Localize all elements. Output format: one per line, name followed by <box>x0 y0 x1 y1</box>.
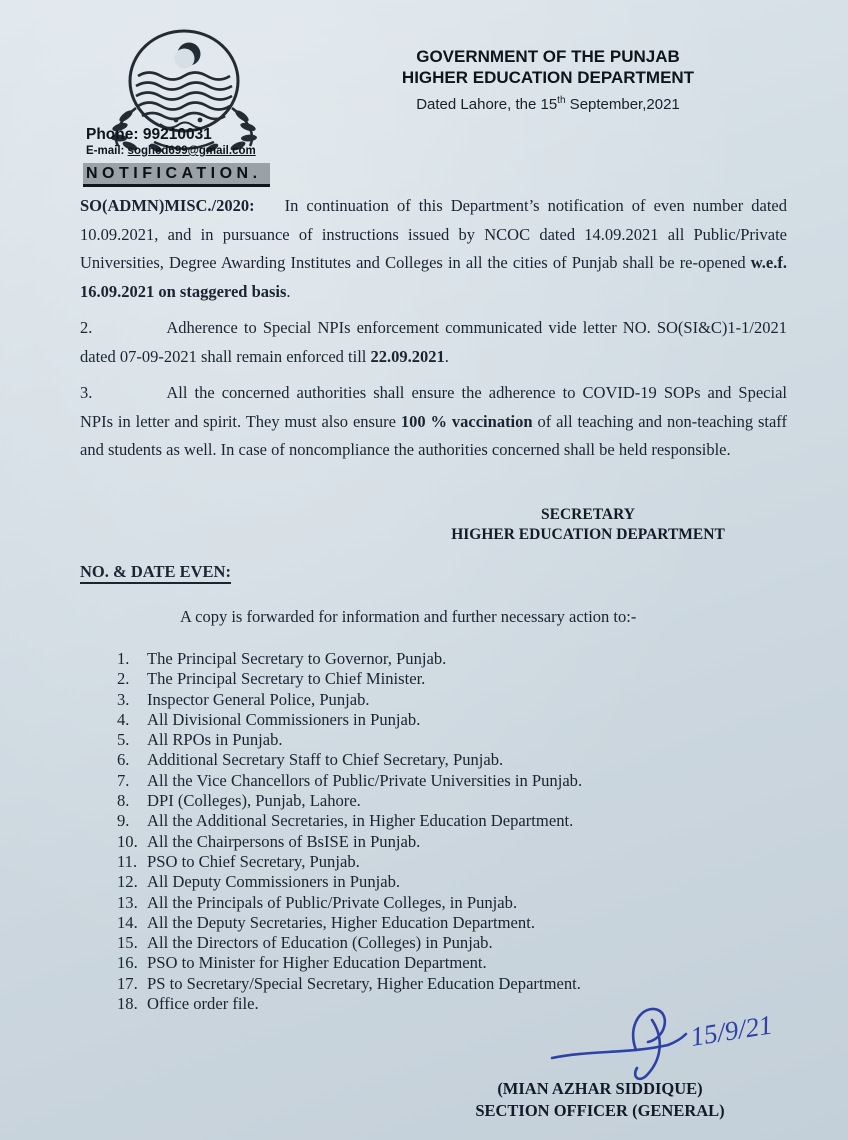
list-item <box>117 953 582 973</box>
signatory-department: HIGHER EDUCATION DEPARTMENT <box>451 525 725 543</box>
paragraph-number: 3. <box>80 383 93 402</box>
list-item <box>117 750 582 770</box>
list-item-text: PSO to Chief Secretary, Punjab. <box>147 851 360 871</box>
list-item <box>117 690 582 710</box>
list-item-number: 13. <box>117 892 138 912</box>
list-item-number: 18. <box>117 994 138 1014</box>
email-address: soghed699@gmail.com <box>127 145 256 157</box>
list-item-text: Additional Secretary Staff to Chief Secretary, Punjab. <box>147 750 504 770</box>
list-item-text: PS to Secretary/Special Secretary, Higher Education Department. <box>147 973 581 993</box>
list-item-number: 16. <box>117 953 138 973</box>
crescent-icon <box>175 43 201 69</box>
list-item <box>117 771 582 791</box>
notification-paragraph-3: 3. All the concerned authorities shall ensure the adherence to COVID-19 SOPs and Special NPIs in letter and spirit. They must also ensure 100 % vaccination of all teaching and non-teaching staff and students as well. In case of noncompliance the authorities concerned shall be held responsible. <box>80 383 787 459</box>
list-item-text: Office order file. <box>147 994 259 1014</box>
list-item-text: All the Deputy Secretaries, Higher Education Department. <box>147 912 535 932</box>
list-item-number: 14. <box>117 912 138 932</box>
paragraph-number: 2. <box>80 318 93 337</box>
list-item-text: The Principal Secretary to Governor, Punjab. <box>147 649 447 668</box>
list-item <box>117 893 582 913</box>
list-item-text: All the Chairpersons of BsISE in Punjab. <box>147 831 421 851</box>
list-item-text: All Divisional Commissioners in Punjab. <box>147 709 421 729</box>
no-date-even-heading: NO. & DATE EVEN: <box>80 562 231 582</box>
list-item-text: PSO to Minister for Higher Education Department. <box>147 953 487 973</box>
list-item <box>117 872 582 892</box>
signatory-block <box>376 505 800 544</box>
signatory-title: SECRETARY <box>541 506 635 523</box>
list-item-number: 10. <box>117 831 138 851</box>
list-item-text: Inspector General Police, Punjab. <box>147 689 370 709</box>
list-item-number: 9. <box>117 811 130 831</box>
email-line: E-mail: soghed699@gmail.com <box>86 145 256 157</box>
handwritten-signature <box>540 998 820 1091</box>
reference-number: SO(ADMN)MISC./2020: <box>80 196 255 215</box>
list-item-text: All the Principals of Public/Private Colleges, in Punjab. <box>147 892 518 912</box>
list-item-number: 7. <box>117 770 130 790</box>
list-item-text: All RPOs in Punjab. <box>147 730 283 750</box>
signer-name: (MIAN AZHAR SIDDIQUE) <box>497 1079 703 1098</box>
list-item-text: DPI (Colleges), Punjab, Lahore. <box>147 791 361 811</box>
list-item-number: 17. <box>117 973 138 993</box>
list-item-number: 15. <box>117 933 138 953</box>
list-item <box>117 669 582 689</box>
notification-paragraph-1: SO(ADMN)MISC./2020: In continuation of this Department’s notification of even number dated 10.09.2021, and in pursuance of instructions issued by NCOC dated 14.09.2021 all Public/Private Universities, Degree Awarding Institutes and Colleges in all the cities of Punjab shall be re-opened w.e.f. 16.09.2021 on staggered basis. <box>80 196 787 301</box>
phone-number: 99210031 <box>142 126 212 143</box>
list-item <box>117 933 582 953</box>
list-item <box>117 913 582 933</box>
list-item-text: All the Vice Chancellors of Public/Private Universities in Punjab. <box>147 770 583 790</box>
contact-block <box>86 126 256 158</box>
list-item-number: 3. <box>117 689 130 709</box>
list-item-number: 11. <box>117 851 138 871</box>
distribution-list <box>117 649 582 1014</box>
letterhead <box>372 46 724 114</box>
list-item-number: 12. <box>117 872 138 892</box>
date-line: Dated Lahore, the 15th September,2021 <box>416 95 680 113</box>
list-item <box>117 710 582 730</box>
list-item <box>117 791 582 811</box>
list-item <box>117 832 582 852</box>
river-waves-icon <box>136 73 232 120</box>
signature-scribble-icon <box>552 1009 686 1079</box>
copy-forwarded-line: A copy is forwarded for information and further necessary action to:- <box>180 607 637 626</box>
department-title: HIGHER EDUCATION DEPARTMENT <box>401 68 695 87</box>
list-item-number: 1. <box>117 649 130 668</box>
notification-heading: NOTIFICATION. <box>83 163 270 187</box>
list-item-number: 6. <box>117 750 130 770</box>
list-item <box>117 852 582 872</box>
government-title: GOVERNMENT OF THE PUNJAB <box>416 47 680 66</box>
notification-paragraph-2: 2. Adherence to Special NPIs enforcement communicated vide letter NO. SO(SI&C)1-1/2021 dated 07-09-2021 shall remain enforced till 22.09.2021. <box>80 318 787 366</box>
list-item <box>117 974 582 994</box>
list-item-number: 5. <box>117 730 130 750</box>
list-item <box>117 811 582 831</box>
list-item-text: All the Additional Secretaries, in Higher Education Department. <box>147 811 574 831</box>
list-item-text: All Deputy Commissioners in Punjab. <box>147 872 401 892</box>
list-item-number: 4. <box>117 709 130 729</box>
list-item <box>117 730 582 750</box>
signer-title: SECTION OFFICER (GENERAL) <box>475 1100 725 1120</box>
list-item-number: 8. <box>117 791 130 811</box>
phone-line: Phone: 99210031 <box>86 126 212 143</box>
signature-date: 15/9/21 <box>688 1009 775 1052</box>
list-item <box>117 649 582 669</box>
list-item-text: All the Directors of Education (Colleges) in Punjab. <box>147 933 493 953</box>
list-item <box>117 994 582 1014</box>
list-item-text: The Principal Secretary to Chief Minister. <box>147 669 426 689</box>
notification-body <box>80 192 787 473</box>
list-item-number: 2. <box>117 669 130 689</box>
